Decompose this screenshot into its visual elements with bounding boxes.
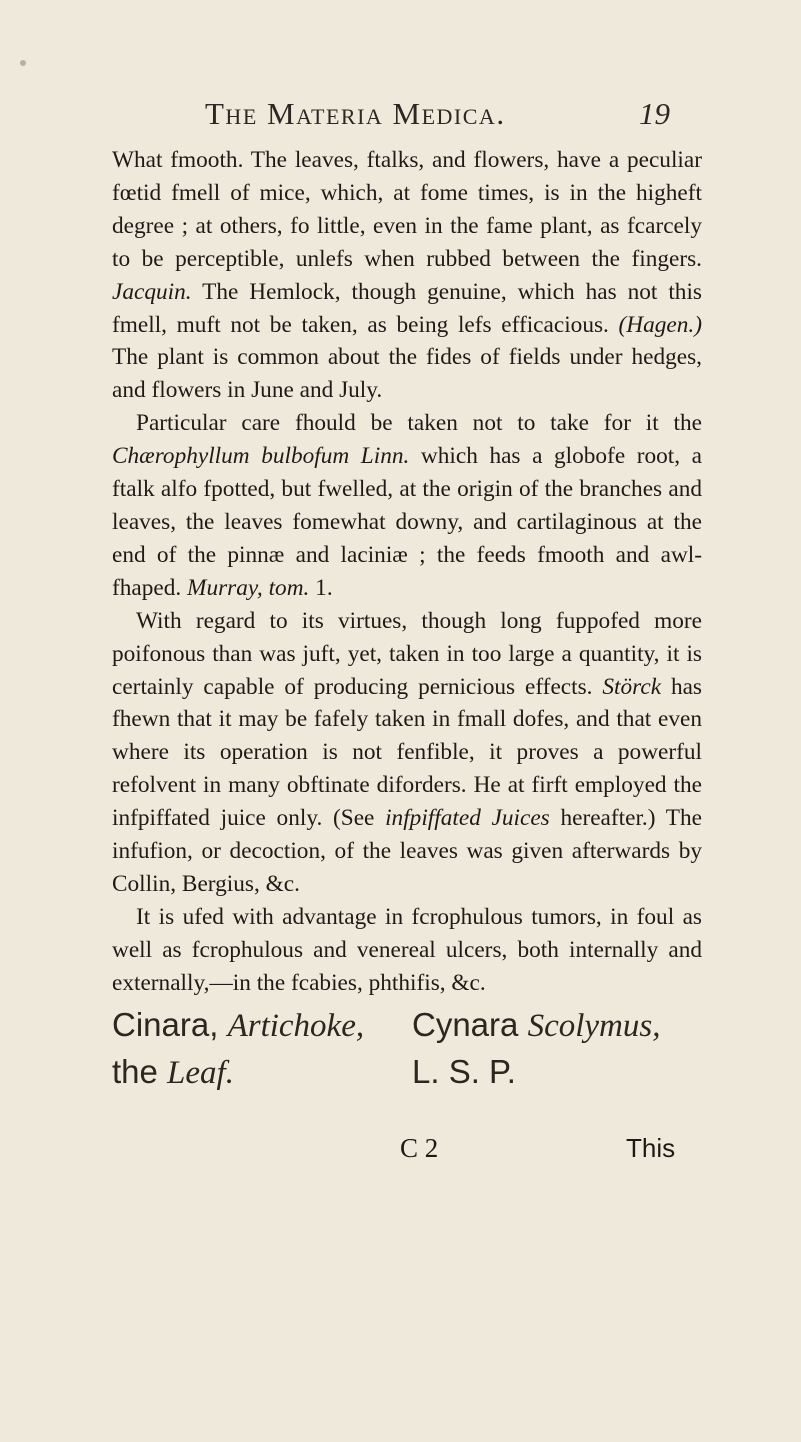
text-run: hereafter.) The infufion, or decoction, of the leaves was given afterwards by Collin, Bergius, &c.: [112, 805, 703, 897]
italic-text: infpiffated Juices: [385, 805, 550, 832]
paragraph: [112, 901, 702, 1000]
signature-mark: C 2: [400, 1133, 439, 1163]
italic-text: Jacquin.: [112, 278, 192, 305]
page-header: [205, 96, 670, 136]
page-number: 19: [639, 96, 670, 131]
text-run: With regard to its virtues, though long fuppofed more poifonous than was juft, yet, taken in too large a quantity, it is certainly capable of producing pernicious effects.: [112, 607, 702, 700]
heading-reference: L. S. P.: [412, 1053, 516, 1090]
text-run: It is ufed with advantage in fcrophulous tumors, in foul as well as fcrophulous and venereal ulcers, both internally and externally,—in the fcabies, phthifis, &c.: [112, 903, 702, 996]
catchword: This: [626, 1133, 676, 1163]
paragraph: [112, 605, 702, 901]
text-run: 1.: [309, 574, 333, 601]
text-run: The plant is common about the fides of fields under hedges, and flowers in June and July.: [112, 344, 702, 404]
text-run: which has a globofe root, a ftalk alfo fpotted, but fwelled, at the origin of the branches and leaves, the leaves fomewhat downy, and cartilaginous at the end of the pinnæ and laciniæ ; the feeds fmooth and awl-fhaped.: [112, 443, 703, 601]
body-text: [112, 144, 702, 1000]
italic-text: (Hagen.): [618, 311, 702, 338]
text-run: The Hemlock, though genuine, which has not this fmell, muft not be taken, as being lefs efficacious.: [112, 278, 702, 338]
italic-text: Störck: [602, 673, 662, 700]
running-head: The Materia Medica.: [205, 96, 506, 131]
paragraph: [112, 144, 702, 407]
italic-text: Chærophyllum bulbofum Linn.: [112, 443, 410, 470]
entry-heading: [112, 1002, 712, 1112]
heading-name-italic: Artichoke,: [227, 1008, 365, 1044]
heading-name: Cinara,: [112, 1006, 228, 1043]
entry-heading-left: [112, 1002, 364, 1096]
italic-text: Murray, tom.: [187, 574, 310, 601]
paper-stain: [20, 60, 26, 66]
text-run: Particular care fhould be taken not to take for it the: [136, 410, 702, 437]
heading-genus: Cynara: [412, 1006, 528, 1043]
text-run: What fmooth. The leaves, ftalks, and flowers, have a peculiar fœtid fmell of mice, which, at fome times, is in the higheft degree ; at others, fo little, even in the fame plant, as fcarcely to be perceptible, unlefs when rubbed between the fingers.: [112, 147, 702, 272]
heading-species: Scolymus,: [527, 1008, 661, 1044]
heading-part-italic: Leaf.: [167, 1055, 234, 1091]
page-footer: [0, 1133, 801, 1169]
heading-part: the: [112, 1053, 168, 1090]
paragraph: [112, 407, 702, 604]
text-run: has fhewn that it may be fafely taken in fmall dofes, and that even where its operation is not fenfible, it proves a powerful refolvent in many obftinate diforders. He at firft employed the infpiffated juice only. (See: [112, 673, 702, 832]
entry-heading-right: [412, 1002, 660, 1095]
